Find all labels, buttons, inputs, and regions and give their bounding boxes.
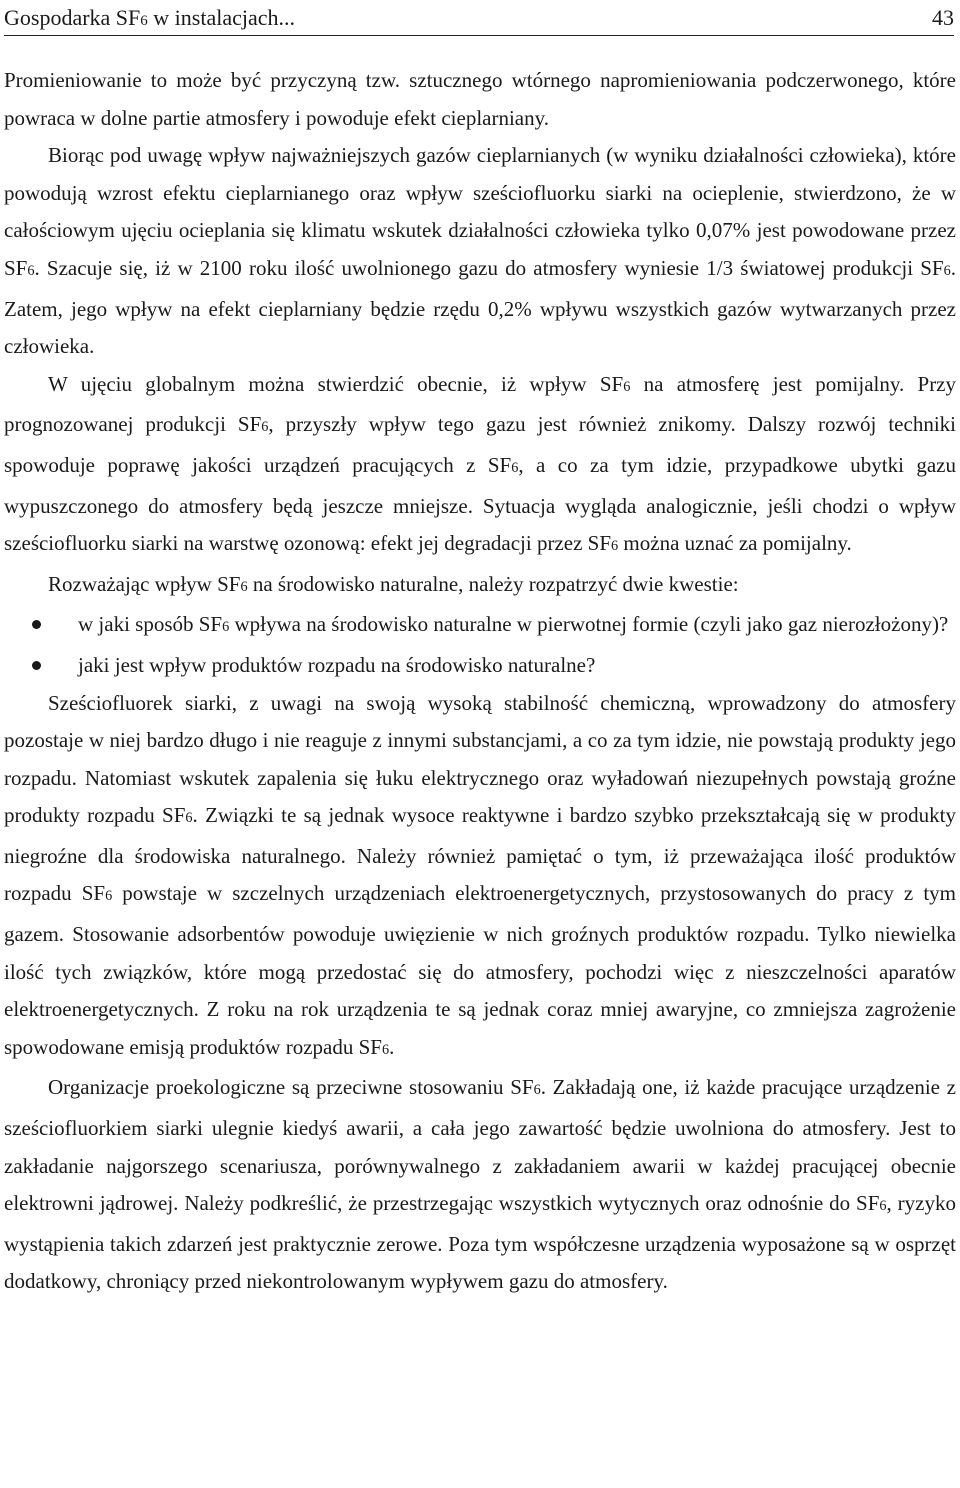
paragraph: Rozważając wpływ SF6 na środowisko naturalne, należy rozpatrzyć dwie kwestie:	[48, 571, 739, 596]
list-item: jaki jest wpływ produktów rozpadu na środowisko naturalne?	[4, 647, 956, 685]
bullet-list	[4, 606, 956, 684]
paragraph: Sześciofluorek siarki, z uwagi na swoją wysoką stabilność chemiczną, wprowadzony do atmosfery pozostaje w niej bardzo długo i nie reaguje z innymi substancjami, a co za tym idzie, nie powstają produkty jego rozpadu. Natomiast wskutek zapalenia się łuku elektrycznego oraz wyładowań niezupełnych powstają groźne produkty rozpadu SF6. Związki te są jednak wysoce reaktywne i bardzo szybko przekształcają się w produkty niegroźne dla środowiska naturalnego. Należy również pamiętać o tym, iż przeważająca ilość produktów rozpadu SF6 powstaje w szczelnych urządzeniach elektroenergetycznych, przystosowanych do pracy z tym gazem. Stosowanie adsorbentów powoduje uwięzienie w nich groźnych produktów rozpadu. Tylko niewielka ilość tych związków, które mogą przedostać się do atmosfery, pochodzi więc z nieszczelności aparatów elektroenergetycznych. Z roku na rok urządzenia te są jednak coraz mniej awaryjne, co zmniejsza zagrożenie spowodowane emisją produktów rozpadu SF6.	[4, 690, 957, 1059]
paragraph: Promieniowanie to może być przyczyną tzw. sztucznego wtórnego napromieniowania podczerwonego, które powraca w dolne partie atmosfery i powoduje efekt cieplarniany.	[4, 68, 956, 130]
page-number: 43	[932, 5, 954, 30]
running-header	[4, 0, 954, 36]
list-item: w jaki sposób SF6 wpływa na środowisko naturalne w pierwotnej formie (czyli jako gaz nierozłożony)?	[4, 606, 956, 647]
paragraph: Organizacje proekologiczne są przeciwne stosowaniu SF6. Zakładają one, iż każde pracujące urządzenie z sześciofluorkiem siarki ulegnie kiedyś awarii, a cała jego zawartość będzie uwolniona do atmosfery. Jest to zakładanie najgorszego scenariusza, porównywalnego z zakładaniem awarii w każdej pracującej obecnie elektrowni jądrowej. Należy podkreślić, że przestrzegając wszystkich wytycznych oraz odnośnie do SF6, ryzyko wystąpienia takich zdarzeń jest praktycznie zerowe. Poza tym współczesne urządzenia wyposażone są w osprzęt dodatkowy, chroniący przed niekontrolowanym wypływem gazu do atmosfery.	[4, 1075, 956, 1294]
header-title: Gospodarka SF6 w instalacjach...	[4, 5, 295, 30]
body-text	[4, 62, 956, 1301]
paragraph: W ujęciu globalnym można stwierdzić obecnie, iż wpływ SF6 na atmosferę jest pomijalny. Przy prognozowanej produkcji SF6, przyszły wpływ tego gazu jest również znikomy. Dalszy rozwój techniki spowoduje poprawę jakości urządzeń pracujących z SF6, a co za tym idzie, przypadkowe ubytki gazu wypuszczonego do atmosfery będą jeszcze mniejsze. Sytuacja wygląda analogicznie, jeśli chodzi o wpływ sześciofluorku siarki na warstwę ozonową: efekt jej degradacji przez SF6 można uznać za pomijalny.	[4, 371, 957, 556]
paragraph: Biorąc pod uwagę wpływ najważniejszych gazów cieplarnianych (w wyniku działalności człowieka), które powodują wzrost efektu cieplarnianego oraz wpływ sześciofluorku siarki na ocieplenie, stwierdzono, że w całościowym ujęciu ocieplania się klimatu wskutek działalności człowieka tylko 0,07% jest powodowane przez SF6. Szacuje się, iż w 2100 roku ilość uwolnionego gazu do atmosfery wyniesie 1/3 światowej produkcji SF6. Zatem, jego wpływ na efekt cieplarniany będzie rzędu 0,2% wpływu wszystkich gazów wytwarzanych przez człowieka.	[4, 143, 956, 359]
